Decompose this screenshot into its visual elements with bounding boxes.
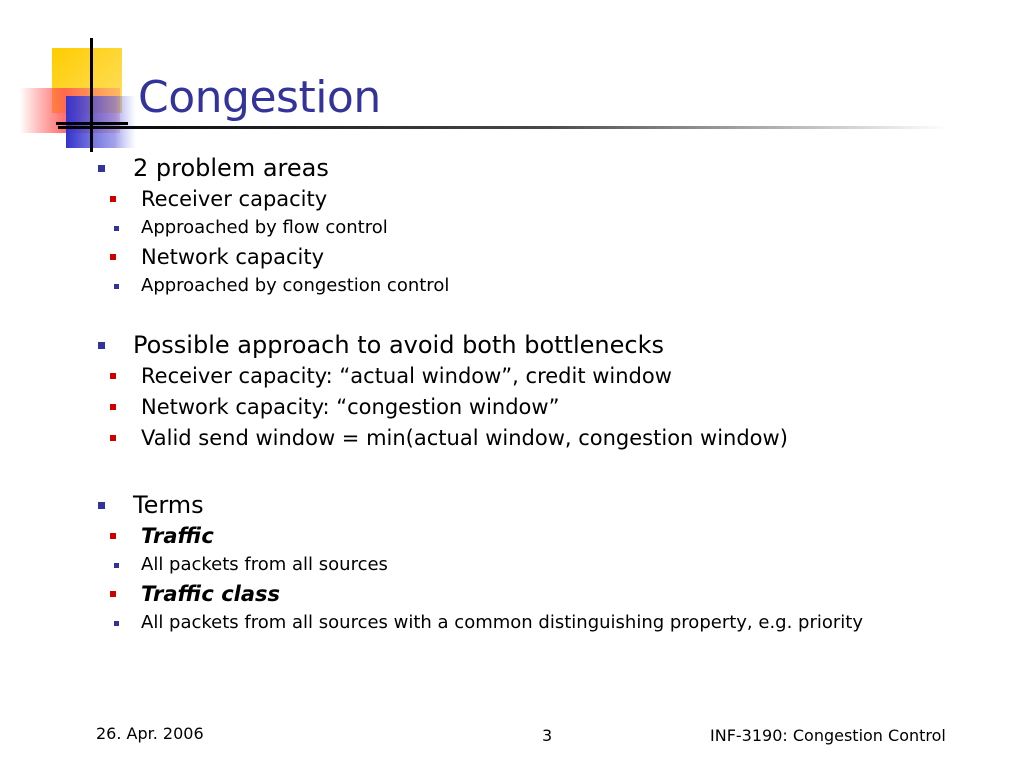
bullet-level2 bbox=[59, 184, 449, 215]
bullet-text: Valid send window = min(actual window, congestion window) bbox=[141, 426, 788, 450]
bullet-text: All packets from all sources with a common distinguishing property, e.g. priority bbox=[141, 612, 863, 633]
square-bullet-icon bbox=[110, 254, 116, 260]
bullet-text: Approached by congestion control bbox=[141, 275, 450, 296]
bullet-level2 bbox=[59, 392, 788, 423]
slide-title: Congestion bbox=[138, 72, 381, 123]
bullet-group-terms bbox=[96, 489, 863, 637]
square-bullet-icon bbox=[98, 165, 105, 172]
bullet-group-possible-approach bbox=[96, 329, 788, 454]
square-bullet-icon bbox=[98, 342, 105, 349]
bullet-text: Network capacity: “congestion window” bbox=[141, 395, 560, 419]
title-underline bbox=[58, 126, 948, 129]
bullet-text: Network capacity bbox=[141, 245, 325, 269]
square-bullet-icon bbox=[114, 284, 119, 289]
bullet-text: Possible approach to avoid both bottlenecks bbox=[133, 331, 664, 359]
bullet-text-emphasis: Traffic class bbox=[141, 582, 281, 606]
slide-logo bbox=[0, 0, 160, 160]
square-bullet-icon bbox=[114, 226, 119, 231]
bullet-level2 bbox=[59, 423, 788, 454]
square-bullet-icon bbox=[98, 502, 105, 509]
square-bullet-icon bbox=[110, 435, 116, 441]
square-bullet-icon bbox=[110, 404, 116, 410]
footer-date: 26. Apr. 2006 bbox=[96, 724, 204, 743]
bullet-level1 bbox=[96, 489, 863, 521]
bullet-text: All packets from all sources bbox=[141, 554, 388, 575]
square-bullet-icon bbox=[110, 533, 116, 539]
bullet-level3 bbox=[14, 552, 863, 579]
bullet-level2 bbox=[59, 521, 863, 552]
bullet-level2 bbox=[59, 242, 449, 273]
bullet-level2 bbox=[59, 579, 863, 610]
bullet-text: Receiver capacity bbox=[141, 187, 328, 211]
footer-course-title: INF-3190: Congestion Control bbox=[710, 726, 946, 745]
bullet-text-emphasis: Traffic bbox=[141, 524, 214, 548]
square-bullet-icon bbox=[114, 621, 119, 626]
bullet-level1 bbox=[96, 152, 449, 184]
bullet-level3 bbox=[14, 215, 449, 242]
square-bullet-icon bbox=[110, 373, 116, 379]
square-bullet-icon bbox=[114, 563, 119, 568]
bullet-level1 bbox=[96, 329, 788, 361]
bullet-text: Approached by flow control bbox=[141, 217, 388, 238]
bullet-level3 bbox=[14, 610, 863, 637]
bullet-group-problem-areas bbox=[96, 152, 449, 300]
square-bullet-icon bbox=[110, 591, 116, 597]
bullet-level3 bbox=[14, 273, 449, 300]
footer-page-number: 3 bbox=[542, 726, 553, 745]
bullet-level2 bbox=[59, 361, 788, 392]
bullet-text: Terms bbox=[133, 491, 204, 519]
bullet-text: 2 problem areas bbox=[133, 154, 329, 182]
square-bullet-icon bbox=[110, 196, 116, 202]
bullet-text: Receiver capacity: “actual window”, credit window bbox=[141, 364, 672, 388]
